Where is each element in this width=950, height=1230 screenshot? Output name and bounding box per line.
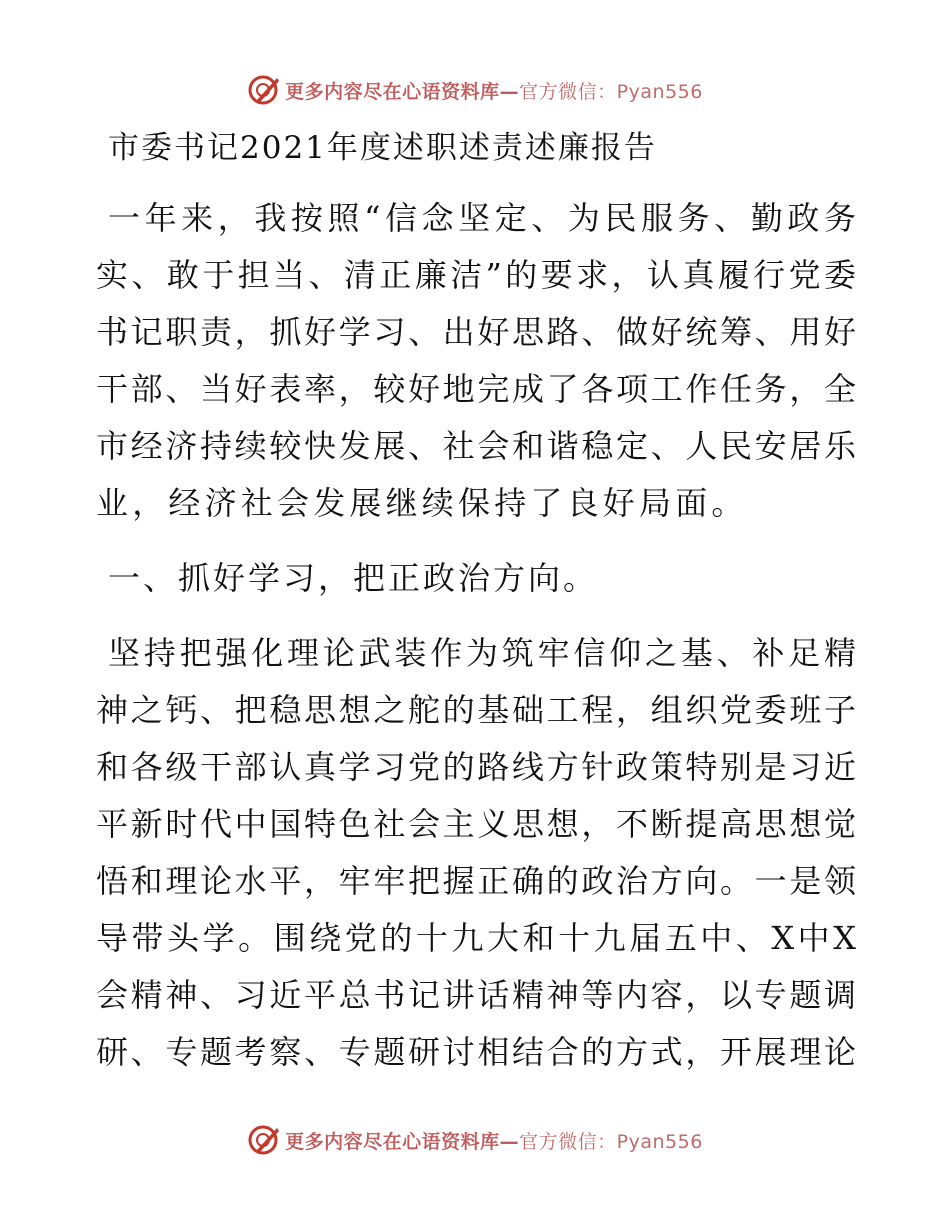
- paragraph-study: [96, 625, 856, 1081]
- banner-wechat-text: 官方微信：Pyan556: [519, 1130, 703, 1153]
- text-line: 平新时代中国特色社会主义思想，不断提高思想觉: [96, 805, 856, 843]
- text-line: 书记职责，抓好学习、出好思路、做好统筹、用好: [96, 313, 856, 351]
- text-line: 研、专题考察、专题研讨相结合的方式，开展理论: [96, 1033, 856, 1071]
- text-line: 悟和理论水平，牢牢把握正确的政治方向。一是领: [96, 862, 856, 900]
- text-line: 业，经济社会发展继续保持了良好局面。: [96, 484, 748, 522]
- text-line: 神之钙、把稳思想之舵的基础工程，组织党委班子: [96, 691, 856, 729]
- footer-banner: [0, 1120, 950, 1160]
- paragraph-intro: [96, 190, 856, 532]
- pen-logo-icon: [247, 73, 281, 107]
- banner-site-text: 更多内容尽在心语资料库—: [285, 80, 520, 103]
- text-line: 干部、当好表率，较好地完成了各项工作任务，全: [96, 370, 856, 408]
- header-banner: [0, 70, 950, 110]
- banner-site-text: 更多内容尽在心语资料库—: [285, 1130, 520, 1153]
- section-heading: 一、抓好学习，把正政治方向。: [108, 559, 599, 597]
- text-line: 一年来，我按照“信念坚定、为民服务、勤政务: [108, 199, 856, 237]
- text-line: 市经济持续较快发展、社会和谐稳定、人民安居乐: [96, 427, 856, 465]
- text-line: 导带头学。围绕党的十九大和十九届五中、X中X: [96, 919, 856, 957]
- text-line: 坚持把强化理论武装作为筑牢信仰之基、补足精: [108, 634, 856, 672]
- document-title: 市委书记2021年度述职述责述廉报告: [108, 130, 657, 166]
- banner-wechat-text: 官方微信：Pyan556: [519, 80, 703, 103]
- text-line: 和各级干部认真学习党的路线方针政策特别是习近: [96, 748, 856, 786]
- text-line: 实、敢于担当、清正廉洁”的要求，认真履行党委: [96, 256, 856, 294]
- text-line: 会精神、习近平总书记讲话精神等内容，以专题调: [96, 976, 856, 1014]
- document-body: [96, 122, 856, 1081]
- pen-logo-icon: [247, 1123, 281, 1157]
